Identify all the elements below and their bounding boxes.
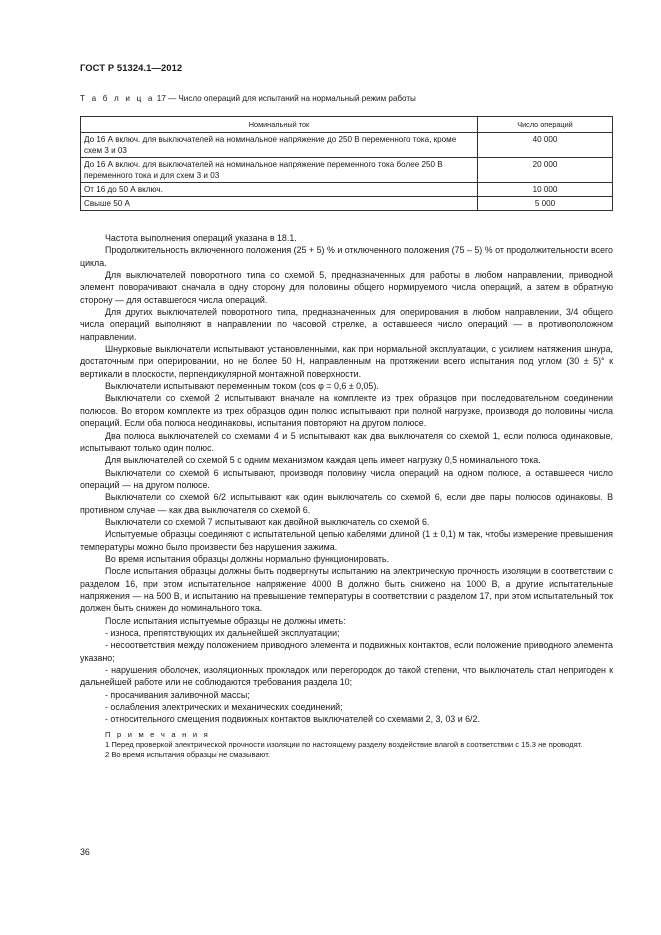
table-caption-text: 17 — Число операций для испытаний на нормальный режим работы: [154, 94, 416, 103]
operations-table: [80, 116, 613, 211]
table-cell-count: 40 000: [478, 133, 613, 158]
list-item: - ослабления электрических и механических соединений;: [105, 702, 343, 713]
header-operations-count: Число операций: [478, 117, 613, 133]
paragraph: Частота выполнения операций указана в 18.1.: [105, 233, 297, 243]
list-item: - несоответствия между положением приводного элемента и подвижных контактов, если положение приводного элемента указано;: [80, 640, 613, 663]
paragraph: Выключатели со схемой 6/2 испытывают как один выключатель со схемой 6, если две пары полюсов одинаковы. В противном случае — как два выключателя со схемой 6.: [80, 492, 613, 515]
notes-block: [80, 730, 613, 761]
paragraph: Продолжительность включенного положения (25 + 5) % и отключенного положения (75 – 5) % от продолжительности всего цикла.: [80, 245, 613, 268]
note-item: 1 Перед проверкой электрической прочности изоляции по настоящему разделу воздействие влагой в соответствии с 15.3 не проводят.: [105, 740, 583, 750]
paragraph: Для выключателей со схемой 5 с одним механизмом каждая цепь имеет нагрузку 0,5 номинального тока.: [105, 455, 541, 466]
note-item: 2 Во время испытания образцы не смазывают.: [105, 750, 270, 760]
list-item: - нарушения оболочек, изоляционных прокладок или перегородок до такой степени, что выключатель стал непригоден к дальнейшей работе или не соблюдаются требования раздела 10;: [80, 665, 613, 688]
table-row: [81, 133, 613, 158]
table-row: [81, 158, 613, 183]
table-cell-count: 20 000: [478, 158, 613, 183]
table-cell-count: 10 000: [478, 183, 613, 197]
table-row: [81, 183, 613, 197]
list-item: - относительного смещения подвижных контактов выключателей со схемами 2, 3, 03 и 6/2.: [105, 714, 480, 725]
table-cell-current: До 16 А включ. для выключателей на номинальное напряжение переменного тока более 250 В переменного тока и для схем 3 и 03: [81, 158, 478, 183]
page-number: 36: [80, 847, 90, 857]
table-header-row: [81, 117, 613, 133]
header-rated-current: Номинальный ток: [81, 117, 478, 133]
paragraph: Два полюса выключателей со схемами 4 и 5 испытывают как два выключателя со схемой 1, если полюса одинаковые, испытывают только один полюс.: [80, 430, 613, 453]
list-item: - просачивания заливочной массы;: [105, 689, 250, 700]
body-text: [80, 232, 613, 761]
notes-heading: П р и м е ч а н и я: [105, 729, 210, 739]
table-caption: [80, 94, 416, 103]
table-caption-prefix: Т а б л и ц а: [80, 94, 155, 103]
paragraph: Шнурковые выключатели испытывают установленными, как при нормальной эксплуатации, с усилием натяжения шнура, достаточным при оперировании, но не более 50 Н, направленным на протяжении всего испытания под углом (30 ± 5)° к вертикали в плоскости, перпендикулярной монтажной поверхности.: [80, 344, 613, 379]
paragraph: Выключатели со схемой 6 испытывают, производя половину числа операций на одном полюсе, а оставшееся число операций — на другом полюсе.: [80, 467, 613, 490]
table-cell-count: 5 000: [478, 197, 613, 211]
paragraph: После испытания испытуемые образцы не должны иметь:: [105, 615, 346, 626]
paragraph: Для других выключателей поворотного типа, предназначенных для оперирования в любом направлении, 3/4 общего числа операций выполняют в направлении по часовой стрелке, а оставшееся число операций — в противоположном направлении.: [80, 307, 613, 342]
table-cell-current: До 16 А включ. для выключателей на номинальное напряжение до 250 В переменного тока, кроме схем 3 и 03: [81, 133, 478, 158]
paragraph: Во время испытания образцы должны нормально функционировать.: [105, 553, 390, 564]
paragraph: После испытания образцы должны быть подвергнуты испытанию на электрическую прочность изоляции в соответствии с разделом 16, при этом испытательное напряжение 4000 В должно быть снижено на 1000 В, а другие испытательные напряжения — на 500 В, и испытанию на превышение температуры в соответствии с разделом 17, при этом испытательный ток должен быть снижен до номинального тока.: [80, 566, 613, 614]
paragraph: Для выключателей поворотного типа со схемой 5, предназначенных для работы в любом направлении, приводной элемент поворачивают сначала в одну сторону для половины общего нормируемого числа операций, а затем в обратную сторону — для оставшегося числа операций.: [80, 270, 613, 305]
paragraph: Испытуемые образцы соединяют с испытательной цепью кабелями длиной (1 ± 0,1) м так, чтобы измерение превышения температуры можно было произвести без нарушения зажима.: [80, 529, 613, 552]
list-item: - износа, препятствующих их дальнейшей эксплуатации;: [105, 628, 340, 638]
paragraph: Выключатели со схемой 7 испытывают как двойной выключатель со схемой 6.: [105, 516, 430, 527]
table-cell-current: Свыше 50 А: [81, 197, 478, 211]
table-row: [81, 197, 613, 211]
table-cell-current: От 16 до 50 А включ.: [81, 183, 478, 197]
standard-designation: ГОСТ Р 51324.1—2012: [80, 62, 183, 73]
paragraph: Выключатели испытывают переменным током (cos φ = 0,6 ± 0,05).: [105, 381, 379, 392]
paragraph: Выключатели со схемой 2 испытывают вначале на комплекте из трех образцов при последовательном соединении полюсов. Во втором комплекте из трех образцов один полюс испытывают при полной нагрузке, производя до половины числа операций. Если оба полюса неодинаковы, испытания повторяют на другом полюсе.: [80, 393, 613, 429]
